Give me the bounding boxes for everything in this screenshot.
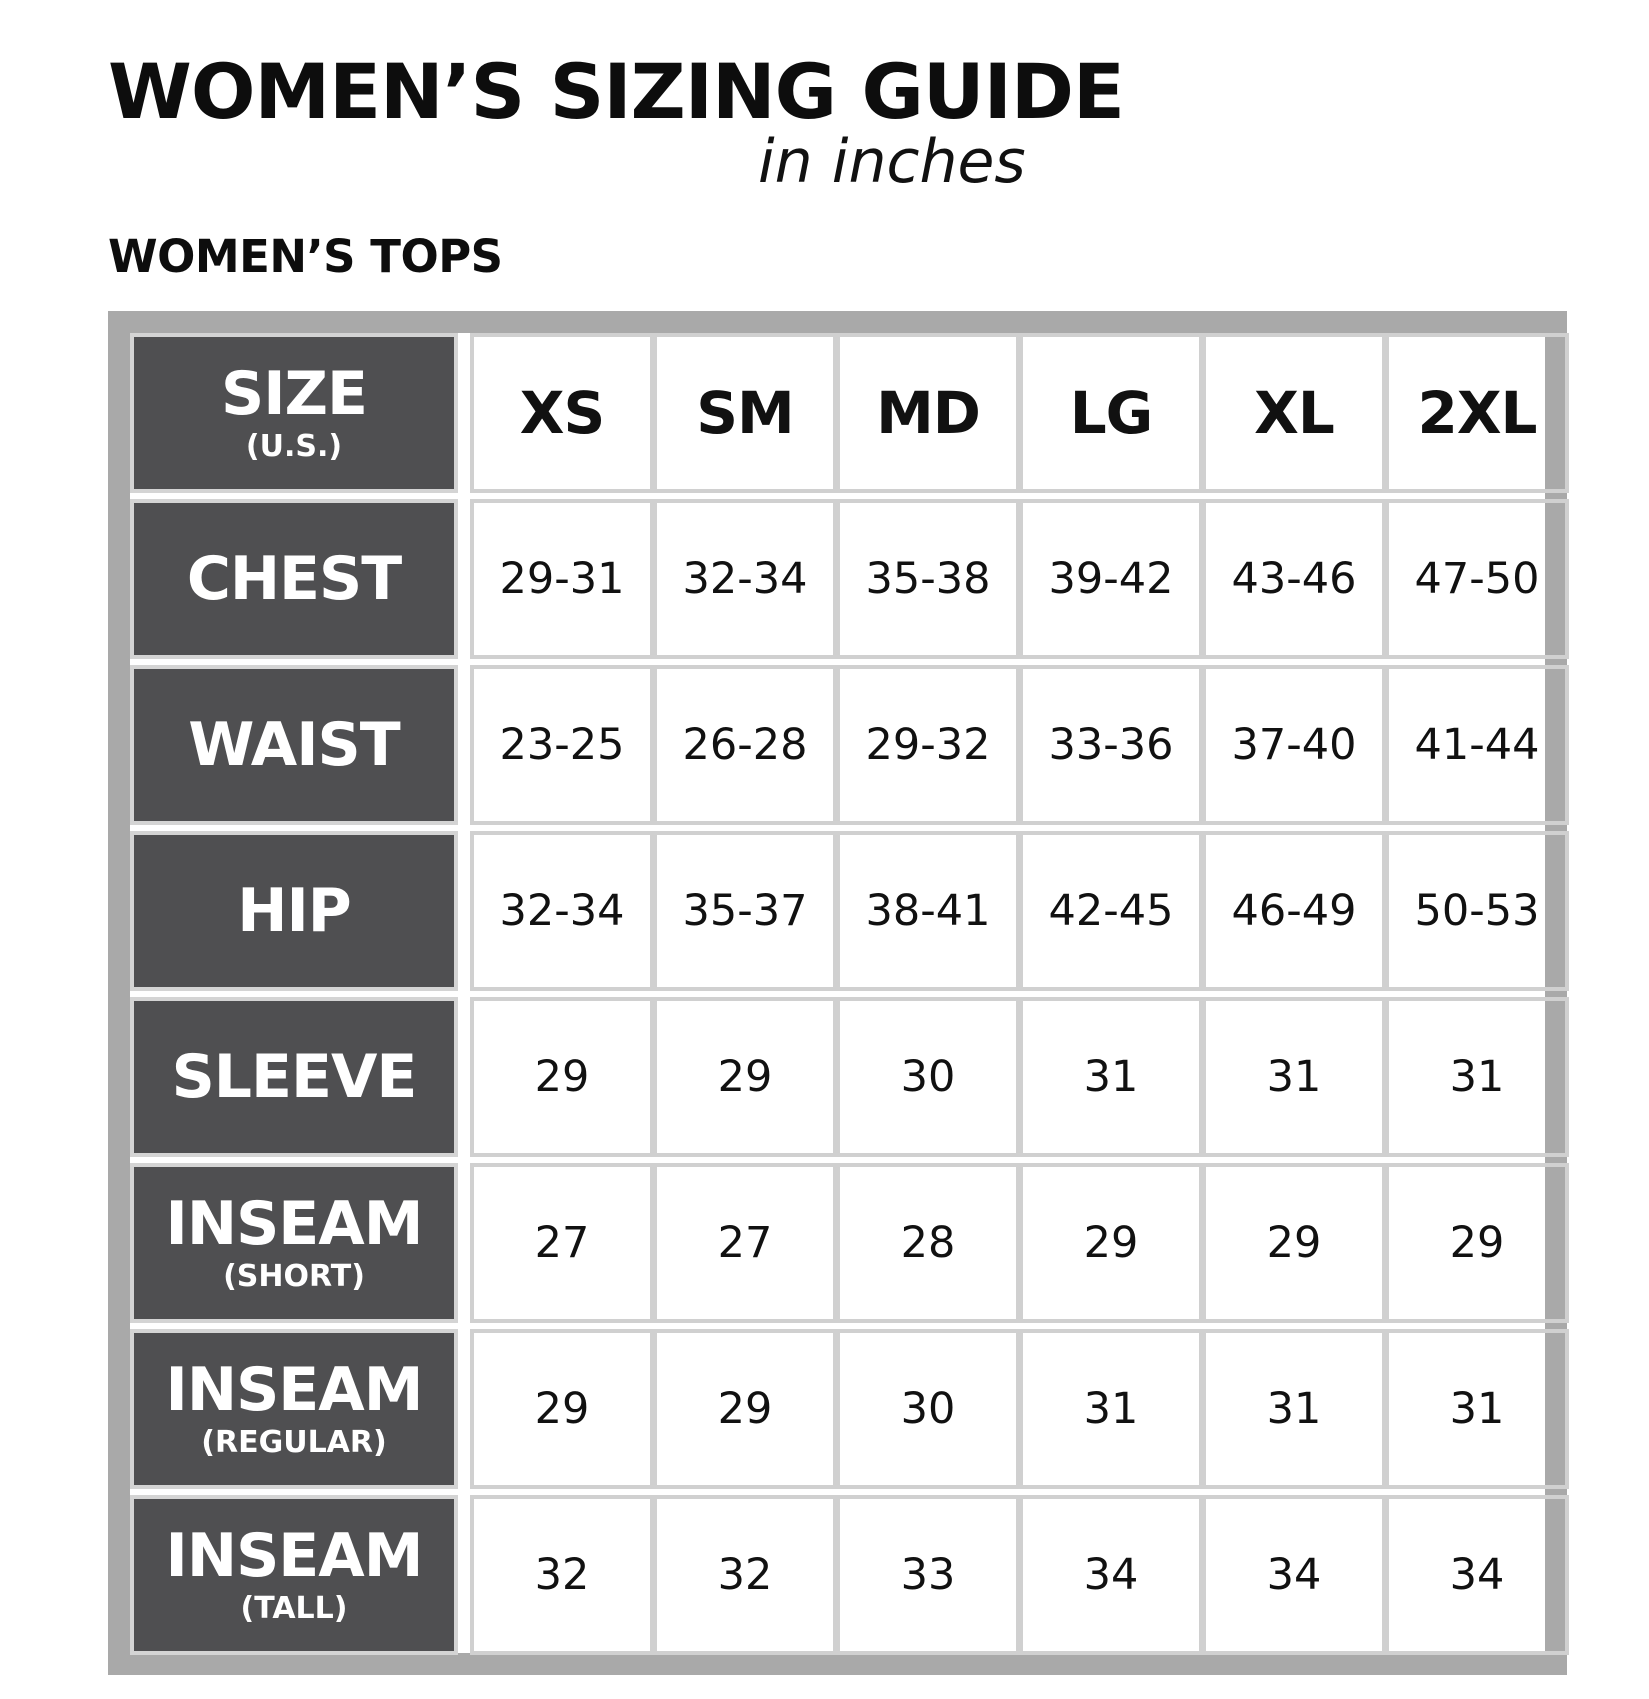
size-header-cell: XS <box>470 333 654 493</box>
table-cell: 32-34 <box>653 499 837 659</box>
table-cell: 28 <box>836 1163 1020 1323</box>
table-cell: 34 <box>1202 1495 1386 1655</box>
table-cell: 33 <box>836 1495 1020 1655</box>
row-label-cell <box>130 1495 458 1655</box>
row-sublabel: (TALL) <box>240 1591 348 1626</box>
row-sublabel: (SHORT) <box>223 1259 365 1294</box>
row-label: SIZE <box>220 359 368 429</box>
table-row-hip <box>130 831 1545 997</box>
table-cell: 29-32 <box>836 665 1020 825</box>
table-cell: 47-50 <box>1385 499 1569 659</box>
table-cell: 37-40 <box>1202 665 1386 825</box>
row-sublabel: (REGULAR) <box>201 1425 387 1460</box>
table-cell: 31 <box>1385 1329 1569 1489</box>
row-label: INSEAM <box>165 1189 423 1259</box>
table-cell: 42-45 <box>1019 831 1203 991</box>
table-cell: 34 <box>1385 1495 1569 1655</box>
table-cell: 29 <box>1019 1163 1203 1323</box>
table-cell: 41-44 <box>1385 665 1569 825</box>
row-label-cell <box>130 1329 458 1489</box>
table-cell: 34 <box>1019 1495 1203 1655</box>
table-cell: 29 <box>1202 1163 1386 1323</box>
row-label: INSEAM <box>165 1355 423 1425</box>
sizing-table <box>108 311 1567 1675</box>
row-label-cell <box>130 831 458 991</box>
table-cell: 29 <box>653 997 837 1157</box>
table-header-row <box>130 333 1545 499</box>
table-cell: 32-34 <box>470 831 654 991</box>
table-cell: 35-37 <box>653 831 837 991</box>
row-label: HIP <box>237 876 351 946</box>
table-cell: 43-46 <box>1202 499 1386 659</box>
table-cell: 29 <box>470 1329 654 1489</box>
size-header-cell: 2XL <box>1385 333 1569 493</box>
table-cell: 32 <box>470 1495 654 1655</box>
table-cell: 27 <box>653 1163 837 1323</box>
table-cell: 46-49 <box>1202 831 1386 991</box>
row-label-cell <box>130 333 458 493</box>
units-subtitle: in inches <box>758 127 1026 197</box>
table-row-inseam-short <box>130 1163 1545 1329</box>
table-row-inseam-tall <box>130 1495 1545 1661</box>
row-label: INSEAM <box>165 1521 423 1591</box>
table-cell: 38-41 <box>836 831 1020 991</box>
row-label-cell <box>130 997 458 1157</box>
size-header-cell: LG <box>1019 333 1203 493</box>
table-cell: 30 <box>836 997 1020 1157</box>
table-cell: 29 <box>653 1329 837 1489</box>
table-cell: 29 <box>1385 1163 1569 1323</box>
table-cell: 26-28 <box>653 665 837 825</box>
size-header-cell: MD <box>836 333 1020 493</box>
section-title: WOMEN’S TOPS <box>108 230 503 283</box>
table-cell: 23-25 <box>470 665 654 825</box>
table-cell: 29-31 <box>470 499 654 659</box>
row-label-cell <box>130 1163 458 1323</box>
table-cell: 27 <box>470 1163 654 1323</box>
row-sublabel: (U.S.) <box>245 429 343 464</box>
table-cell: 35-38 <box>836 499 1020 659</box>
table-cell: 29 <box>470 997 654 1157</box>
table-cell: 50-53 <box>1385 831 1569 991</box>
table-cell: 31 <box>1202 1329 1386 1489</box>
row-label-cell <box>130 665 458 825</box>
size-header-cell: XL <box>1202 333 1386 493</box>
row-label: CHEST <box>186 544 402 614</box>
row-label: SLEEVE <box>171 1042 417 1112</box>
table-cell: 30 <box>836 1329 1020 1489</box>
table-cell: 33-36 <box>1019 665 1203 825</box>
table-row-inseam-regular <box>130 1329 1545 1495</box>
size-header-cell: SM <box>653 333 837 493</box>
row-label: WAIST <box>188 710 400 780</box>
table-cell: 31 <box>1019 997 1203 1157</box>
table-cell: 32 <box>653 1495 837 1655</box>
page-title: WOMEN’S SIZING GUIDE <box>108 47 1124 136</box>
table-cell: 31 <box>1385 997 1569 1157</box>
table-row-waist <box>130 665 1545 831</box>
table-cell: 31 <box>1019 1329 1203 1489</box>
table-cell: 39-42 <box>1019 499 1203 659</box>
row-label-cell <box>130 499 458 659</box>
table-cell: 31 <box>1202 997 1386 1157</box>
table-row-chest <box>130 499 1545 665</box>
table-row-sleeve <box>130 997 1545 1163</box>
